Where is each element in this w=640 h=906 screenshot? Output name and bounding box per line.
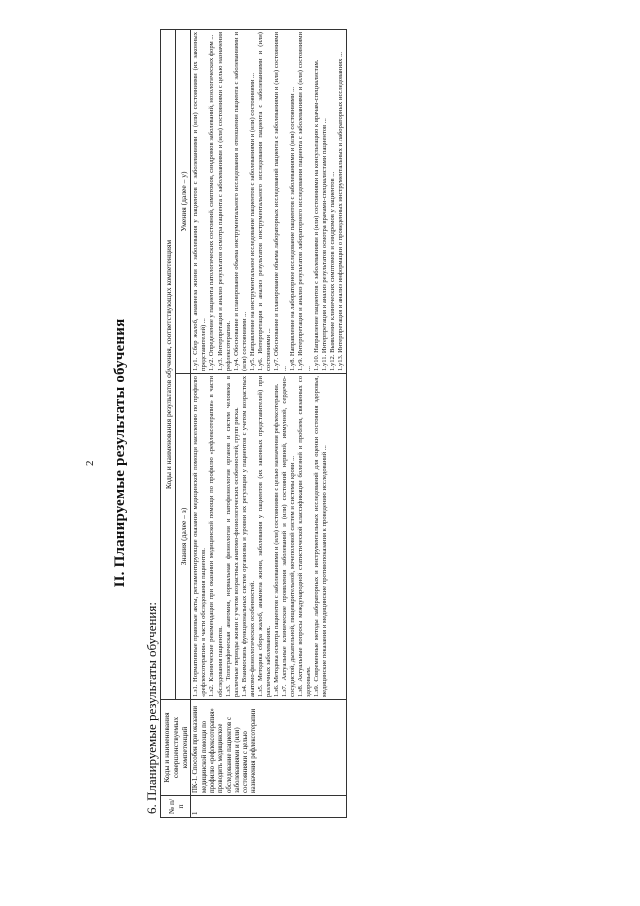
skill-item: 1.у4. Обоснование и планирование объема инструментального исследования в отношении пациента с заболеваниями и (или) состояниями ... <box>232 32 248 371</box>
knowledge-item: 1.з8. Актуальные вопросы международной статистической классификации болезней и проблем, связанных со здоровьем. <box>296 376 312 697</box>
header-knowledge: Знания (далее – з) <box>176 374 191 700</box>
skill-item: 1.у9. Интерпретация и анализ результатов лабораторного исследования пациента с заболеваниями и (или) состояниями ... <box>296 32 312 371</box>
knowledge-item: 1.з1. Нормативные правовые акты, регламентирующие оказание медицинской помощи населению по профилю «рефлексотерапия» в части обследования пациентов. <box>192 376 208 697</box>
header-outcomes-group: Коды и наименования результатов обучения, соответствующих компетенциям <box>161 30 176 700</box>
knowledge-item: 1.з9. Современные методы лабораторных и инструментальных исследований для оценки состояния здоровья, медицинские показания и медицинские противопоказания к проведению исследований ... <box>312 376 328 697</box>
page-number: 2 <box>84 460 96 466</box>
header-skills: Умения (далее – у) <box>176 30 191 374</box>
skill-item: 1.у2. Определение у пациента патологических состояний, симптомов, синдромов заболеваний, нозологических форм ... <box>208 34 216 371</box>
skill-item: 1.у11. Интерпретация и анализ результатов осмотра врачами-специалистами пациентов ... <box>320 118 328 371</box>
knowledge-item: 1.з2. Клинические рекомендации при оказании медицинской помощи по профилю «рефлексотерапия» в части обследования пациентов. <box>208 376 224 697</box>
row-skills <box>191 30 347 374</box>
table-subheader-row <box>176 30 191 818</box>
knowledge-item: 1.з3. Топографическая анатомия, нормальная физиология и патофизиология органов и систем человека в различные периоды жизни с учетом возрастных анатомо-физиологических особенностей, групп риска. <box>224 376 240 697</box>
skill-item: 1.у10. Направление пациентов с заболеваниями и (или) состояниями на консультацию к врачам-специалистам. <box>312 59 320 371</box>
section-title: II. Планируемые результаты обучения <box>112 318 128 588</box>
skill-item: 1.у6. Интерпретация и анализ результатов инструментального исследования пациента с заболеваниями и (или) состояниями ... <box>256 32 272 371</box>
table-header-row <box>161 30 176 818</box>
header-number: № п/п <box>161 796 191 818</box>
skill-item: 1.у13. Интерпретация и анализ информации о проведенных инструментальных и лабораторных исследованиях ... <box>336 51 344 371</box>
row-competence: ПК-1. Способен при оказании медицинской помощи по профилю «рефлексотерапия» проводить медицинское обследование пациентов с заболеваниями и (или) состояниями с целью назначения рефлексотерапии <box>191 700 347 796</box>
header-competence: Коды и наименования совершенствуемых компетенций <box>161 700 191 796</box>
table-row <box>191 30 347 818</box>
knowledge-item: 1.з5. Методика сбора жалоб, анамнеза жизни, заболевания у пациентов (их законных представителей) при различных заболеваниях. <box>256 376 272 697</box>
skill-item: 1.у5. Направление на инструментальное исследование пациентов с заболеваниями и (или) состояниями ... <box>248 72 256 371</box>
skill-item: 1.у8. Направление на лабораторное исследование пациентов с заболеваниями и (или) состояниями ... <box>288 86 296 371</box>
skill-item: 1.у3. Интерпретация и анализ результатов осмотра пациента с заболеваниями и (или) состояниями с целью назначения рефлексотерапии. <box>216 32 232 371</box>
skill-item: 1.у1. Сбор жалоб, анамнеза жизни и заболевания у пациентов с заболеваниями и (или) состояниями (их законных представителей) ... <box>192 32 208 371</box>
outcomes-table <box>160 29 347 818</box>
knowledge-item: 1.з7. Актуальные клинические проявления заболеваний и (или) состояний нервной, иммунной, сердечно-сосудистой, дыхательной, пищеварительной, мочеполовой систем и системы крови ... <box>280 376 296 697</box>
table-body <box>191 30 347 818</box>
knowledge-item: 1.з4. Взаимосвязь функциональных систем организма и уровни их регуляции у пациентов с учетом возрастных анатомо-физиологических особенностей. <box>240 376 256 697</box>
skill-item: 1.у7. Обоснование и планирование объема лабораторных исследований пациента с заболеваниями и (или) состояниями ... <box>272 32 288 371</box>
subsection-title: 6. Планируемые результаты обучения: <box>144 602 159 814</box>
row-number: 1 <box>191 796 347 818</box>
row-knowledge <box>191 374 347 700</box>
skill-item: 1.у12. Выявление клинических симптомов и синдромов у пациентов ... <box>328 171 336 371</box>
knowledge-item: 1.з6. Методика осмотра пациентов с заболеваниями и (или) состояниями с целью назначения рефлексотерапии. <box>272 383 280 697</box>
